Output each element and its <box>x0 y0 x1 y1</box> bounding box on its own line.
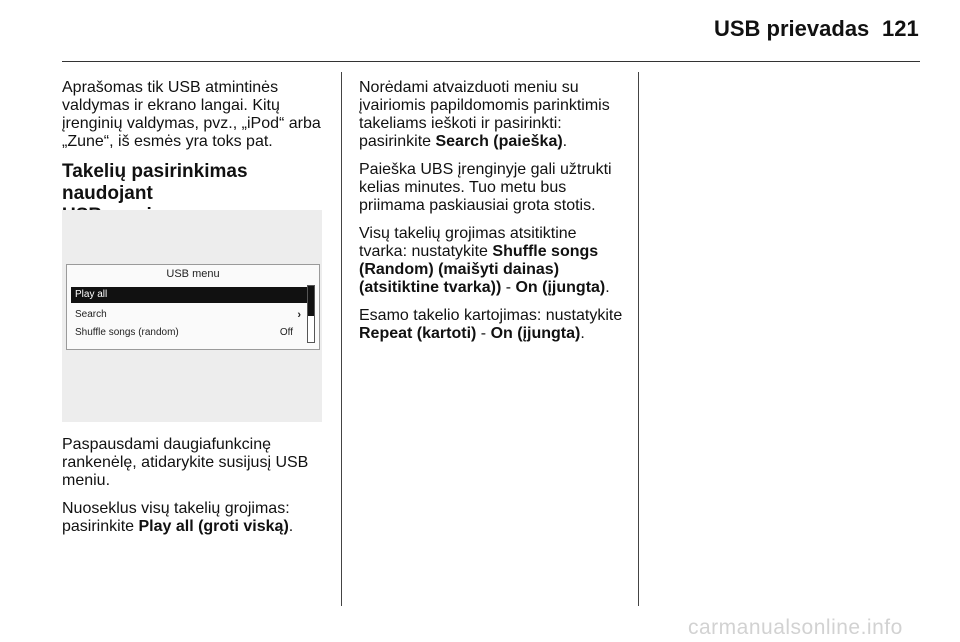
bold-segment: Search (paieška) <box>435 133 563 150</box>
menu-scrollbar-thumb <box>308 286 314 316</box>
bold-segment: Repeat (kartoti) <box>359 325 477 342</box>
text-segment: Nuoseklus visų takelių grojimas: pasirinkite <box>62 500 290 535</box>
usb-menu-figure <box>62 210 322 422</box>
menu-item-label: Play all <box>75 289 108 300</box>
usb-menu-title: USB menu <box>166 268 220 280</box>
search-duration-paragraph: Paieška UBS įrenginyje gali užtrukti kelias minutes. Tuo metu bus priimama paskiausiai grota stotis. <box>359 161 612 214</box>
knob-paragraph: Paspausdami daugiafunkcinę rankenėlę, atidarykite susijusį USB meniu. <box>62 436 309 489</box>
menu-item-label: Search <box>75 309 107 320</box>
column-1-bottom <box>62 436 324 546</box>
header-rule <box>62 61 920 62</box>
play-all-paragraph <box>62 500 324 536</box>
menu-item-label: Shuffle songs (random) <box>75 327 179 338</box>
page-header-title: USB prievadas <box>714 16 870 41</box>
bold-segment: On (įjungta) <box>490 325 581 342</box>
column-2 <box>359 79 625 353</box>
page-number: 121 <box>882 16 919 41</box>
bold-segment: On (įjungta) <box>515 279 606 296</box>
bold-segment: Play all (groti viską) <box>138 518 289 535</box>
menu-item-play-all <box>71 287 307 303</box>
text-segment: . <box>605 279 610 296</box>
menu-item-value: Off <box>279 327 293 338</box>
menu-scrollbar <box>307 285 315 343</box>
text-segment: . <box>288 518 294 535</box>
text-segment: - <box>501 279 516 296</box>
text-segment: Esamo takelio kartojimas: nustatykite <box>359 307 623 324</box>
text-segment: . <box>562 133 568 150</box>
repeat-paragraph <box>359 307 625 343</box>
column-divider-1 <box>341 72 342 606</box>
column-divider-2 <box>638 72 639 606</box>
intro-paragraph: Aprašomas tik USB atmintinės valdymas ir ekrano langai. Kitų įrenginių valdymas, pvz., „iPod“ arba „Zune“, iš esmės yra toks pat. <box>62 79 321 150</box>
text-segment: Norėdami atvaizduoti meniu su įvairiomis papildomomis parinktimis takeliams ieškoti ir pasirinkti: pasirinkite <box>359 79 610 150</box>
text-segment: - <box>476 325 491 342</box>
search-paragraph <box>359 79 625 151</box>
bold-segment: Shuffle songs (Random) (maišyti dainas) (atsitiktine tvarka)) <box>359 243 599 296</box>
chevron-right-icon: › <box>297 309 301 321</box>
section-heading-line1: Takelių pasirinkimas naudojant <box>62 161 248 204</box>
menu-item-shuffle <box>71 325 307 341</box>
text-segment: . <box>580 325 585 342</box>
column-1-top <box>62 79 324 227</box>
usb-menu-screen <box>66 264 320 350</box>
shuffle-paragraph <box>359 225 625 297</box>
menu-item-search <box>71 307 307 323</box>
watermark: carmanualsonline.info <box>688 616 903 639</box>
text-segment: Visų takelių grojimas atsitiktine tvarka: nustatykite <box>359 225 577 260</box>
